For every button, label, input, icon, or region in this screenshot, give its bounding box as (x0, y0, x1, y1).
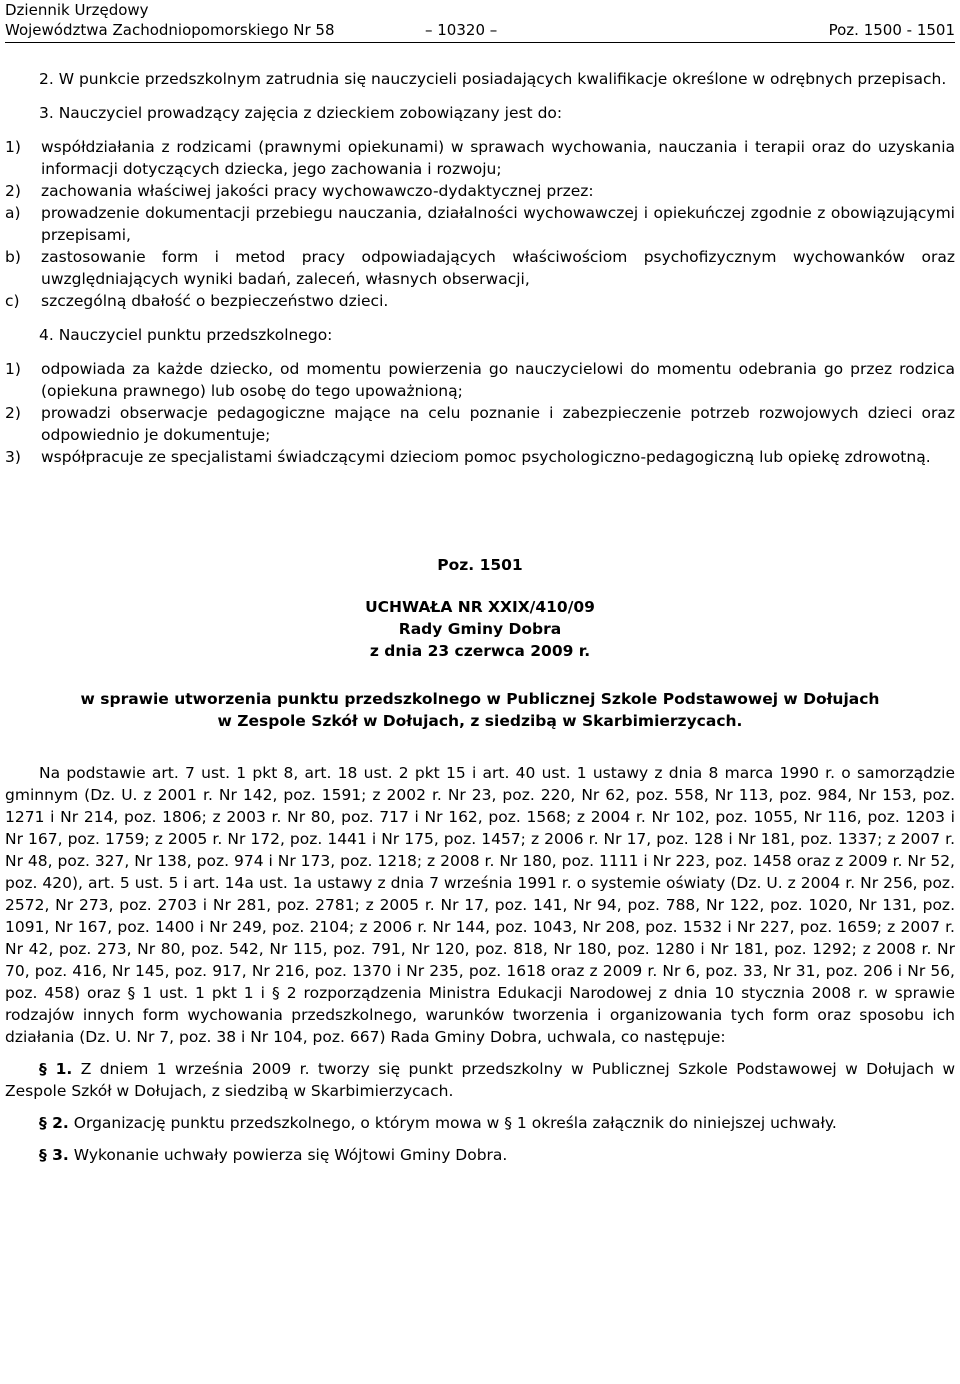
section-mark: § 2. (39, 1114, 69, 1132)
section-mark: § 1. (39, 1060, 73, 1078)
position-heading: Poz. 1501 (437, 556, 523, 574)
sub-list-item: b) zastosowanie form i metod pracy odpowiadających właściwościom psychofizycznym wychowanków oraz uwzględniających wyniki badań, zaleceń, własnych obserwacji, (5, 248, 955, 288)
page-header (5, 0, 955, 43)
journal-issue: Województwa Zachodniopomorskiego Nr 58 (5, 21, 335, 39)
paragraph-3: 3. Nauczyciel prowadzący zajęcia z dzieckiem zobowiązany jest do: (39, 104, 563, 122)
list-item: 2) prowadzi obserwacje pedagogiczne mające na celu poznanie i zabezpieczenie potrzeb rozwojowych dzieci oraz odpowiednio je dokumentuje; (5, 404, 955, 444)
paragraph-4: 4. Nauczyciel punktu przedszkolnego: (39, 326, 333, 344)
section-3: § 3. Wykonanie uchwały powierza się Wójtowi Gminy Dobra. (39, 1146, 508, 1164)
resolution-body: Rady Gminy Dobra (398, 620, 562, 638)
legal-basis: Na podstawie art. 7 ust. 1 pkt 8, art. 18 ust. 2 pkt 15 i art. 40 ust. 1 ustawy z dnia 8 marca 1990 r. o samorządzie gminnym (Dz. U. z 2001 r. Nr 142, poz. 1591; z 2002 r. Nr 23, poz. 220, Nr 62, poz. 558, Nr 113, poz. 984, Nr 153, poz. 1271 i Nr 214, poz. 1806; z 2003 r. Nr 80, poz. 717 i Nr 162, poz. 1568; z 2004 r. Nr 102, poz. 1055, Nr 116, poz. 1203 i Nr 167, poz. 1759; z 2005 r. Nr 172, poz. 1441 i Nr 175, poz. 1457; z 2006 r. Nr 17, poz. 128 i Nr 181, poz. 1337; z 2007 r. Nr 48, poz. 327, Nr 138, poz. 974 i Nr 173, poz. 1218; z 2008 r. Nr 180, poz. 1111 i Nr 223, poz. 1458 oraz z 2009 r. Nr 52, poz. 420), art. 5 ust. 5 i art. 14a ust. 1a ustawy z dnia 7 września 1991 r. o systemie oświaty (Dz. U. z 2004 r. Nr 256, poz. 2572, Nr 273, poz. 2703 i Nr 281, poz. 2781; z 2005 r. Nr 17, poz. 141, Nr 94, poz. 788, Nr 122, poz. 1020, Nr 131, poz. 1091, Nr 167, poz. 1400 i Nr 249, poz. 2104; z 2006 r. Nr 144, poz. 1043, Nr 208, poz. 1532 i Nr 227, poz. 1659; z 2007 r. Nr 42, poz. 273, Nr 80, poz. 542, Nr 115, poz. 791, Nr 120, poz. 818, Nr 180, poz. 1280 i Nr 181, poz. 1292; z 2008 r. Nr 70, poz. 416, Nr 145, poz. 917, Nr 216, poz. 1370 i Nr 235, poz. 1618 oraz z 2009 r. Nr 6, poz. 33, Nr 31, poz. 206 i Nr 56, poz. 458) oraz § 1 ust. 1 pkt 1 i § 2 rozporządzenia Ministra Edukacji Narodowej z dnia 10 stycznia 2008 r. w sprawie rodzajów innych form wychowania przedszkolnego, warunków tworzenia i organizowania tych form oraz sposobu ich działania (Dz. U. Nr 7, poz. 38 i Nr 104, poz. 667) Rada Gminy Dobra, uchwala, co następuje: (5, 764, 955, 1046)
sub-list-item: a) prowadzenie dokumentacji przebiegu nauczania, działalności wychowawczej i opiekuńczej zgodnie z obowiązującymi przepisami, (5, 204, 955, 244)
document-body (5, 68, 955, 1166)
resolution-subject: w Zespole Szkół w Dołujach, z siedzibą w Skarbimierzycach. (217, 712, 743, 730)
section-1: § 1. Z dniem 1 września 2009 r. tworzy się punkt przedszkolny w Publicznej Szkole Podstawowej w Dołujach w Zespole Szkół w Dołujach, z siedzibą w Skarbimierzycach. (5, 1060, 956, 1100)
page-number: – 10320 – (425, 21, 498, 39)
sub-list-item: c) szczególną dbałość o bezpieczeństwo dzieci. (5, 292, 389, 310)
paragraph-2: 2. W punkcie przedszkolnym zatrudnia się nauczycieli posiadających kwalifikacje określone w odrębnych przepisach. (39, 70, 947, 88)
list-item: 2) zachowania właściwej jakości pracy wychowawczo-dydaktycznej przez: (5, 182, 594, 200)
list-item: 3) współpracuje ze specjalistami świadczącymi dzieciom pomoc psychologiczno-pedagogiczną lub opiekę zdrowotną. (5, 448, 931, 466)
position-range: Poz. 1500 - 1501 (828, 21, 955, 39)
header-line (5, 20, 955, 43)
journal-title: Dziennik Urzędowy (5, 1, 149, 19)
list-item: 1) współdziałania z rodzicami (prawnymi opiekunami) w sprawach wychowania, nauczania i terapii oraz do uzyskania informacji dotyczących dziecka, jego zachowania i rozwoju; (5, 138, 955, 178)
resolution-subject: w sprawie utworzenia punktu przedszkolnego w Publicznej Szkole Podstawowej w Dołujach (80, 690, 880, 708)
section-mark: § 3. (39, 1146, 69, 1164)
list-item: 1) odpowiada za każde dziecko, od momentu powierzenia go nauczycielowi do momentu odebrania go przez rodzica (opiekuna prawnego) lub osobę do tego upoważnioną; (5, 360, 955, 400)
resolution-title: UCHWAŁA NR XXIX/410/09 (365, 598, 595, 616)
resolution-date: z dnia 23 czerwca 2009 r. (369, 642, 591, 660)
section-2: § 2. Organizację punktu przedszkolnego, o którym mowa w § 1 określa załącznik do niniejszej uchwały. (39, 1114, 837, 1132)
